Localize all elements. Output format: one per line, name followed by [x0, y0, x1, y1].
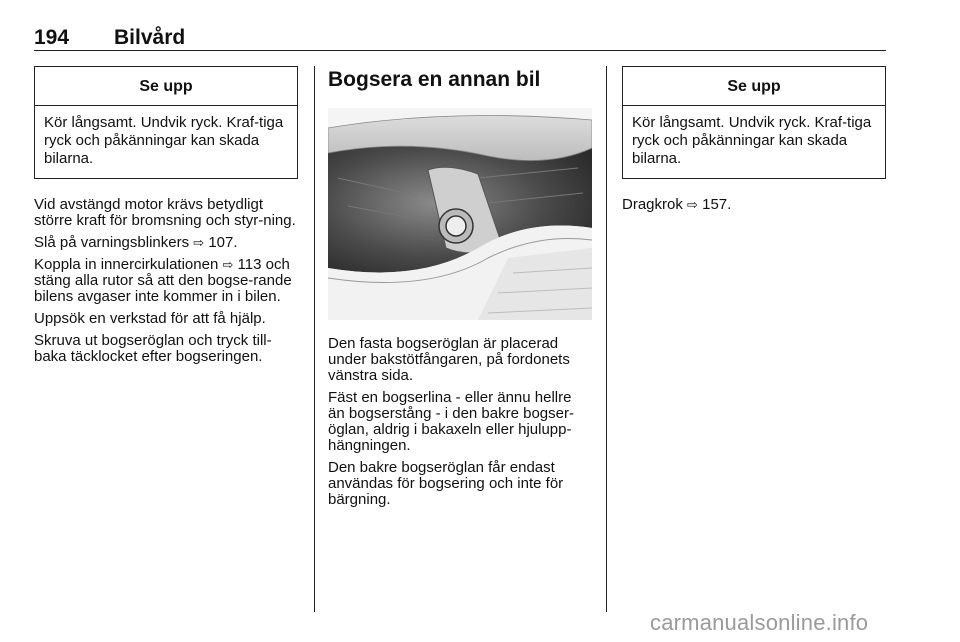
paragraph-text: Koppla in innercirkulationen	[34, 256, 219, 273]
paragraph-text: Slå på varningsblinkers	[34, 234, 190, 251]
page-reference[interactable]: 157.	[702, 196, 732, 213]
column-right	[622, 66, 886, 219]
warning-title: Se upp	[623, 67, 885, 106]
section-title: Bilvård	[114, 26, 186, 49]
column-divider	[314, 66, 315, 612]
page-header	[34, 26, 886, 51]
tow-eye-illustration	[328, 108, 592, 320]
paragraph: Skruva ut bogseröglan och tryck till-baka täcklocket efter bogseringen.	[34, 332, 272, 365]
column-left	[34, 66, 298, 371]
column-divider	[606, 66, 607, 612]
column-middle	[328, 66, 592, 514]
paragraph: Uppsök en verkstad för att få hjälp.	[34, 310, 266, 327]
warning-box	[622, 66, 886, 179]
warning-box	[34, 66, 298, 179]
paragraph	[34, 235, 298, 257]
warning-title: Se upp	[35, 67, 297, 106]
warning-text: Kör långsamt. Undvik ryck. Kraf-tiga ryck och påkänningar kan skada bilarna.	[44, 114, 284, 167]
arrow-outline-right-icon: ⇨	[193, 235, 205, 250]
paragraph-text: Dragkrok	[622, 196, 683, 213]
page-reference[interactable]: 113	[237, 256, 262, 273]
paragraph: Fäst en bogserlina - eller ännu hellre än bogserstång - i den bakre bogser-öglan, aldrig i bakaxeln eller hjulupp-hängningen.	[328, 389, 574, 454]
section-heading: Bogsera en annan bil	[328, 68, 541, 91]
watermark: carmanualsonline.info	[650, 610, 869, 635]
paragraph-text: och stäng alla rutor så att den bogse-rande bilens avgaser inte kommer in i bilen.	[34, 256, 292, 305]
arrow-outline-right-icon: ⇨	[222, 257, 234, 272]
paragraph	[34, 257, 298, 311]
paragraph: Den bakre bogseröglan får endast användas för bogsering och inte för bärgning.	[328, 459, 564, 508]
paragraph: Den fasta bogseröglan är placerad under bakstötfångaren, på fordonets vänstra sida.	[328, 335, 570, 384]
paragraph: Vid avstängd motor krävs betydligt större kraft för bromsning och styr-ning.	[34, 196, 296, 229]
page-reference[interactable]: 107.	[208, 234, 238, 251]
warning-text: Kör långsamt. Undvik ryck. Kraf-tiga ryck och påkänningar kan skada bilarna.	[632, 114, 872, 167]
page-number: 194	[34, 26, 70, 49]
arrow-outline-right-icon: ⇨	[687, 197, 698, 212]
paragraph	[622, 197, 886, 219]
